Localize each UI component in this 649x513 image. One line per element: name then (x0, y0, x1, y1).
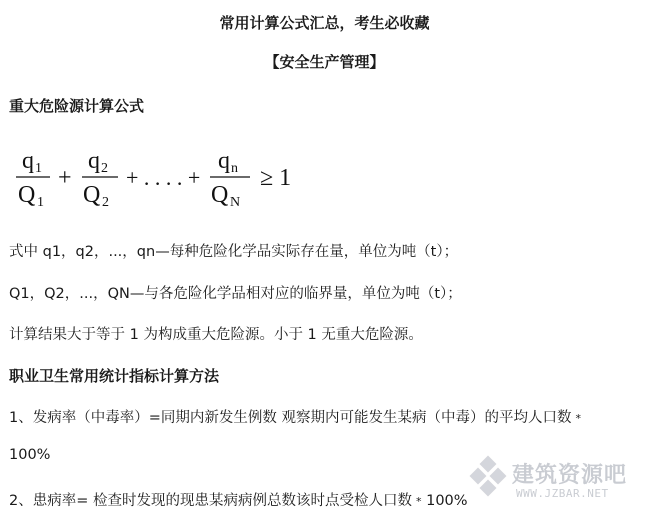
major-hazard-formula (10, 140, 310, 212)
formula-relation: ≥ 1 (260, 165, 292, 191)
incidence-rate-formula (9, 406, 581, 427)
formula-plus-1: + (58, 165, 72, 191)
formula-den-n-sub: N (230, 195, 241, 210)
page-subtitle: 【安全生产管理】 (264, 53, 385, 71)
formula-num-1: q (22, 148, 34, 174)
section-heading-occupational-health: 职业卫生常用统计指标计算方法 (9, 367, 220, 385)
formula-num-n: q (218, 148, 230, 174)
formula-num-1-sub: 1 (35, 161, 42, 176)
incidence-rate-percent: 100% (9, 447, 51, 463)
formula-explanation-Q: Q1，Q2，...，QN—与各危险化学品相对应的临界量，单位为吨（t）； (9, 286, 462, 302)
multiply-star: * (575, 411, 581, 425)
incidence-rate-text: 1、发病率（中毒率）=同期内新发生例数 观察期内可能发生某病（中毒）的平均人口数 (9, 410, 572, 426)
formula-den-1: Q (18, 182, 36, 208)
formula-den-1-sub: 1 (37, 195, 44, 210)
formula-num-n-sub: n (231, 161, 238, 176)
watermark-text: 建筑资源吧 (512, 463, 628, 488)
page-title: 常用计算公式汇总，考生必收藏 (219, 14, 430, 32)
multiply-star: * (415, 494, 422, 508)
prevalence-rate-formula (9, 489, 468, 510)
formula-num-2-sub: 2 (101, 161, 108, 176)
formula-den-2-sub: 2 (102, 195, 109, 210)
section-heading-major-hazard: 重大危险源计算公式 (9, 97, 145, 115)
formula-den-2: Q (83, 182, 101, 208)
formula-conclusion: 计算结果大于等于 1 为构成重大危险源。小于 1 无重大危险源。 (9, 327, 423, 343)
watermark-url: WWW.JZBAR.NET (516, 487, 609, 500)
formula-explanation-q: 式中 q1，q2，...，qn—每种危险化学品实际存在量，单位为吨（t）； (9, 244, 459, 260)
prevalence-rate-text: 2、患病率= 检查时发现的现患某病病例总数该时点受检人口数 (9, 493, 412, 509)
formula-num-2: q (88, 148, 100, 174)
formula-ellipsis: + . . . . + (126, 165, 201, 190)
formula-den-n: Q (211, 182, 229, 208)
prevalence-rate-percent: 100% (426, 493, 468, 509)
